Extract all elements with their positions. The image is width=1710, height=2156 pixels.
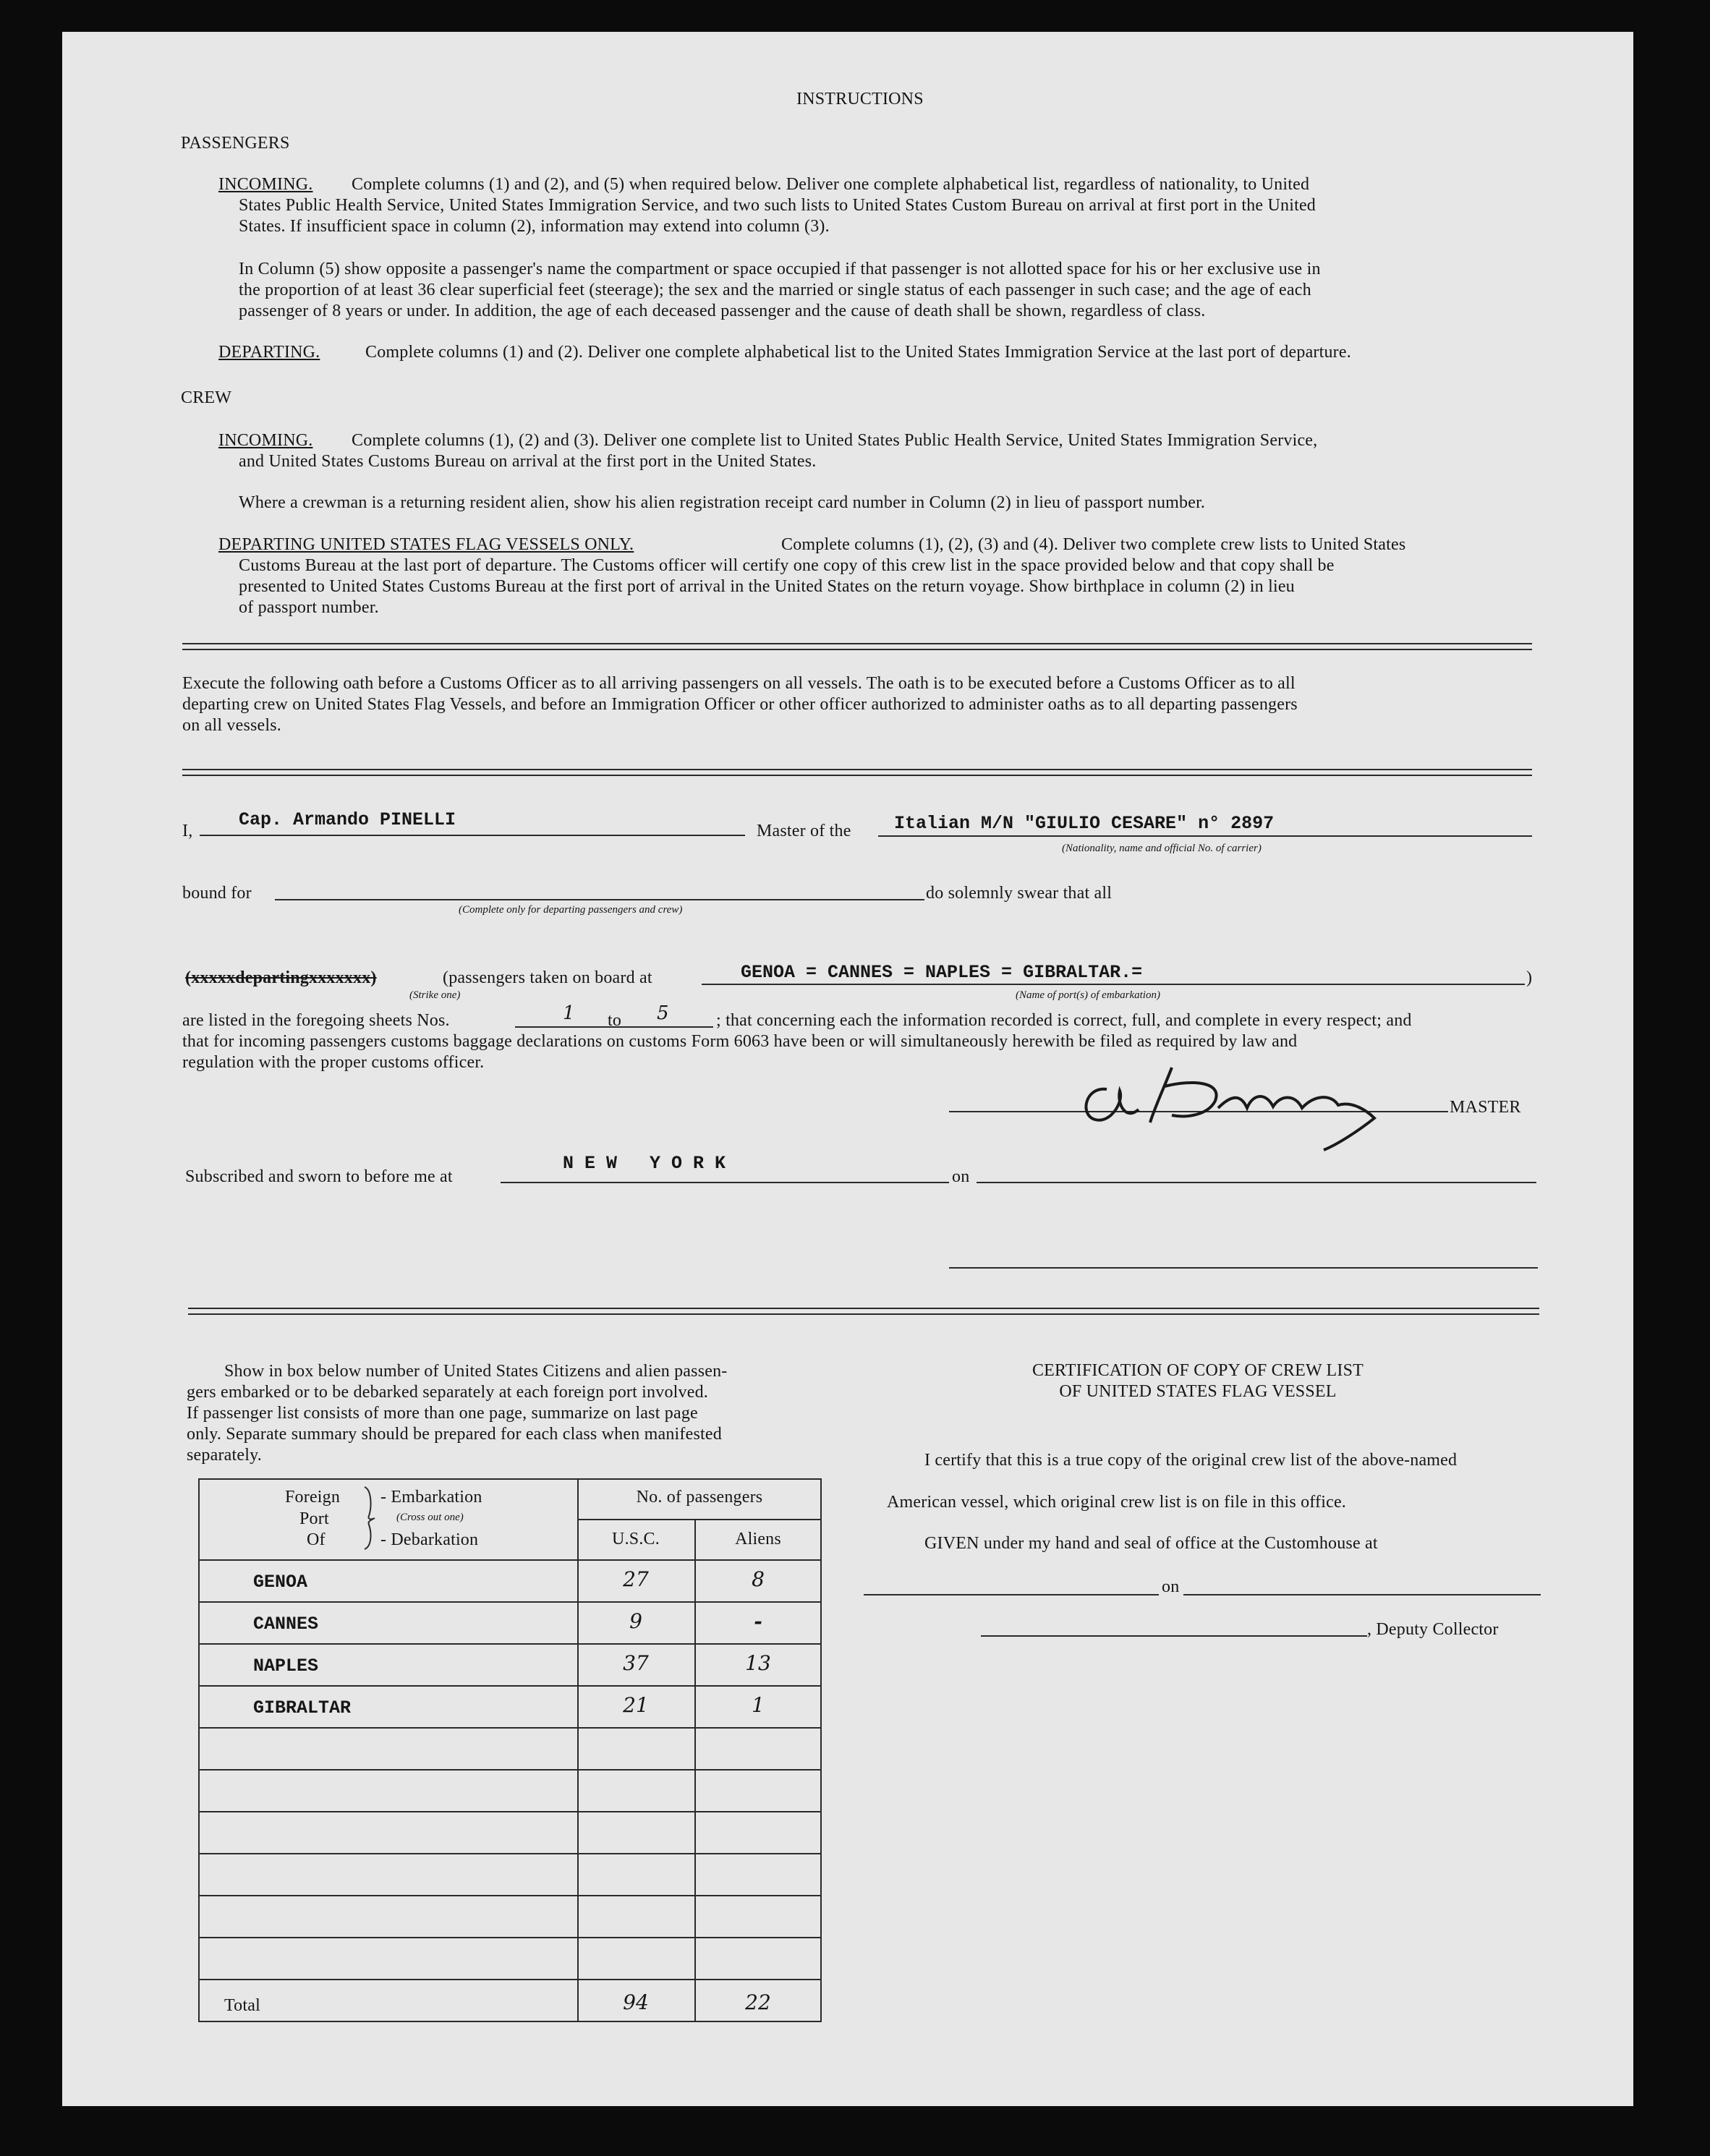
certification-title-1: CERTIFICATION OF COPY OF CREW LIST bbox=[1031, 1361, 1364, 1380]
port-gibraltar: GIBRALTAR bbox=[253, 1697, 352, 1718]
brace-icon bbox=[362, 1486, 378, 1551]
column5-line-3: passenger of 8 years or under. In addition, the age of each deceased passenger and the cause of death shall be shown, regardless of class. bbox=[239, 302, 1206, 320]
oath-intro-line-3: on all vessels. bbox=[182, 716, 281, 735]
certification-date-line bbox=[1183, 1594, 1541, 1595]
header-usc: U.S.C. bbox=[612, 1530, 660, 1548]
header-aliens: Aliens bbox=[735, 1530, 781, 1548]
master-of-label: Master of the bbox=[757, 822, 851, 840]
table-row-line bbox=[198, 1811, 822, 1812]
table-subheader-line bbox=[577, 1519, 822, 1520]
ports-caption: (Name of port(s) of embarkation) bbox=[1016, 989, 1160, 1001]
aliens-naples: 13 bbox=[745, 1651, 771, 1675]
header-debarkation: - Debarkation bbox=[380, 1530, 479, 1549]
table-row-line bbox=[198, 1937, 822, 1938]
certification-title-2: OF UNITED STATES FLAG VESSEL bbox=[1059, 1382, 1337, 1401]
bound-caption: (Complete only for departing passengers and crew) bbox=[459, 904, 683, 916]
master-name-line bbox=[200, 835, 745, 836]
table-header-line bbox=[198, 1559, 822, 1561]
sworn-date-line bbox=[977, 1182, 1536, 1183]
listed-line-3: regulation with the proper customs officer. bbox=[182, 1053, 485, 1072]
departing-flag-line-3: presented to United States Customs Bureau at the first port of arrival in the United States on the return voyage. Show birthplace in column (2) in lieu bbox=[239, 577, 1295, 596]
table-col-divider-2 bbox=[694, 1519, 696, 2022]
table-row-line bbox=[198, 1853, 822, 1854]
certification-place-line bbox=[864, 1594, 1159, 1595]
column5-line-2: the proportion of at least 36 clear superficial feet (steerage); the sex and the married or single status of each passenger in such case; and the age of each bbox=[239, 281, 1311, 299]
summary-instr-line-4: only. Separate summary should be prepared for each class when manifested bbox=[187, 1425, 722, 1444]
departing-flag-line-4: of passport number. bbox=[239, 598, 379, 617]
passengers-heading: PASSENGERS bbox=[181, 134, 290, 153]
header-port: Port bbox=[299, 1509, 329, 1528]
total-usc: 94 bbox=[623, 1990, 649, 2014]
crew-incoming-label: INCOMING. bbox=[218, 431, 313, 450]
port-cannes: CANNES bbox=[253, 1614, 319, 1635]
table-row-line bbox=[198, 1685, 822, 1687]
subscribed-label: Subscribed and sworn to before me at bbox=[185, 1167, 453, 1186]
embarkation-ports: GENOA = CANNES = NAPLES = GIBRALTAR.= bbox=[741, 962, 1143, 983]
header-embarkation: - Embarkation bbox=[380, 1488, 482, 1507]
strike-caption: (Strike one) bbox=[409, 989, 461, 1001]
summary-instr-line-1: Show in box below number of United States Citizens and alien passen- bbox=[224, 1362, 728, 1381]
total-aliens: 22 bbox=[745, 1990, 771, 2014]
port-naples: NAPLES bbox=[253, 1656, 319, 1676]
sworn-on-label: on bbox=[952, 1167, 970, 1186]
close-paren: ) bbox=[1526, 968, 1533, 987]
table-total-line bbox=[198, 1979, 822, 1980]
departing-flag-line-2: Customs Bureau at the last port of departure. The Customs officer will certify one copy of this crew list in the space provided below and that copy shall be bbox=[239, 556, 1335, 575]
oath-intro-line-1: Execute the following oath before a Customs Officer as to all arriving passengers on all vessels. The oath is to be executed before a Customs Officer as to all bbox=[182, 674, 1296, 693]
table-row-line bbox=[198, 1601, 822, 1603]
officer-signature-line bbox=[949, 1267, 1538, 1269]
summary-instr-line-5: separately. bbox=[187, 1446, 262, 1465]
departing-text: Complete columns (1) and (2). Deliver one complete alphabetical list to the United States Immigration Service at the last port of departure. bbox=[365, 343, 1351, 362]
sheet-to: 5 bbox=[657, 1002, 669, 1024]
departing-label: DEPARTING. bbox=[218, 343, 320, 362]
aliens-cannes: - bbox=[754, 1609, 762, 1633]
aliens-genoa: 8 bbox=[752, 1567, 765, 1591]
incoming-line-3: States. If insufficient space in column (2), information may extend into column (3). bbox=[239, 217, 830, 236]
table-row-line bbox=[198, 1769, 822, 1771]
usc-genoa: 27 bbox=[623, 1567, 649, 1591]
crewman-text: Where a crewman is a returning resident alien, show his alien registration receipt card number in Column (2) in lieu of passport number. bbox=[239, 493, 1206, 512]
listed-line-2: that for incoming passengers customs baggage declarations on customs Form 6063 have been or will simultaneously herewith be filed as required by law and bbox=[182, 1032, 1298, 1051]
header-foreign: Foreign bbox=[285, 1488, 341, 1507]
usc-gibraltar: 21 bbox=[623, 1693, 649, 1717]
header-no-passengers: No. of passengers bbox=[636, 1488, 763, 1507]
oath-i-label: I, bbox=[182, 822, 193, 840]
incoming-label: INCOMING. bbox=[218, 175, 313, 194]
crew-incoming-line-1: Complete columns (1), (2) and (3). Deliver one complete list to United States Public Health Service, United States Immigration Service, bbox=[352, 431, 1318, 450]
port-genoa: GENOA bbox=[253, 1572, 308, 1593]
header-of: Of bbox=[307, 1530, 326, 1549]
certification-line-1: I certify that this is a true copy of the original crew list of the above-named bbox=[924, 1451, 1458, 1470]
certification-line-2: American vessel, which original crew list is on file in this office. bbox=[887, 1493, 1346, 1512]
certification-on-label: on bbox=[1162, 1577, 1180, 1596]
incoming-line-2: States Public Health Service, United States Immigration Service, and two such lists to United States Custom Bureau on arrival at first port in the United bbox=[239, 196, 1316, 215]
swear-text: do solemnly swear that all bbox=[926, 884, 1113, 903]
sworn-place: N E W Y O R K bbox=[563, 1153, 726, 1174]
divider-1 bbox=[182, 643, 1532, 650]
header-cross-out: (Cross out one) bbox=[396, 1512, 464, 1523]
departing-flag-label: DEPARTING UNITED STATES FLAG VESSELS ONLY. bbox=[218, 535, 634, 554]
summary-instr-line-3: If passenger list consists of more than one page, summarize on last page bbox=[187, 1404, 698, 1423]
table-row-line bbox=[198, 1727, 822, 1729]
certification-line-3: GIVEN under my hand and seal of office at the Customhouse at bbox=[924, 1534, 1378, 1553]
column5-line-1: In Column (5) show opposite a passenger's name the compartment or space occupied if that passenger is not allotted space for his or her exclusive use in bbox=[239, 260, 1321, 278]
strike-text: (xxxxxdepartingxxxxxxx) bbox=[185, 968, 377, 987]
bound-for-label: bound for bbox=[182, 884, 252, 903]
divider-3 bbox=[188, 1308, 1539, 1315]
total-label: Total bbox=[224, 1996, 260, 2015]
deputy-collector-label: , Deputy Collector bbox=[1367, 1620, 1499, 1639]
master-label: MASTER bbox=[1450, 1098, 1521, 1117]
vessel-name: Italian M/N "GIULIO CESARE" n° 2897 bbox=[894, 813, 1275, 834]
to-label: to bbox=[608, 1011, 622, 1030]
aliens-gibraltar: 1 bbox=[752, 1693, 765, 1717]
departing-flag-line-1: Complete columns (1), (2), (3) and (4). Deliver two complete crew lists to United States bbox=[781, 535, 1406, 554]
vessel-line bbox=[878, 835, 1532, 837]
listed-label: are listed in the foregoing sheets Nos. bbox=[182, 1011, 450, 1030]
summary-instr-line-2: gers embarked or to be debarked separately at each foreign port involved. bbox=[187, 1383, 708, 1402]
crew-incoming-line-2: and United States Customs Bureau on arrival at the first port in the United States. bbox=[239, 452, 817, 471]
bound-for-line bbox=[275, 899, 924, 900]
vessel-caption: (Nationality, name and official No. of carrier) bbox=[1062, 843, 1262, 854]
listed-rest: ; that concerning each the information recorded is correct, full, and complete in every respect; and bbox=[716, 1011, 1412, 1030]
master-signature bbox=[1063, 1057, 1396, 1151]
oath-intro-line-2: departing crew on United States Flag Vessels, and before an Immigration Officer or other officer authorized to administer oaths as to all departing passengers bbox=[182, 695, 1298, 714]
usc-cannes: 9 bbox=[629, 1609, 642, 1633]
ports-line bbox=[702, 984, 1525, 985]
incoming-line-1: Complete columns (1) and (2), and (5) when required below. Deliver one complete alphabetical list, regardless of nationality, to United bbox=[352, 175, 1310, 194]
crew-heading: CREW bbox=[181, 388, 232, 407]
taken-on-board-label: (passengers taken on board at bbox=[443, 968, 652, 987]
sheet-from: 1 bbox=[563, 1002, 575, 1024]
table-row-line bbox=[198, 1895, 822, 1896]
sworn-place-line bbox=[501, 1182, 949, 1183]
instructions-title: INSTRUCTIONS bbox=[796, 90, 924, 108]
usc-naples: 37 bbox=[623, 1651, 649, 1675]
divider-2 bbox=[182, 769, 1532, 776]
table-row-line bbox=[198, 1643, 822, 1645]
master-name: Cap. Armando PINELLI bbox=[239, 809, 456, 830]
deputy-signature-line bbox=[981, 1635, 1367, 1637]
